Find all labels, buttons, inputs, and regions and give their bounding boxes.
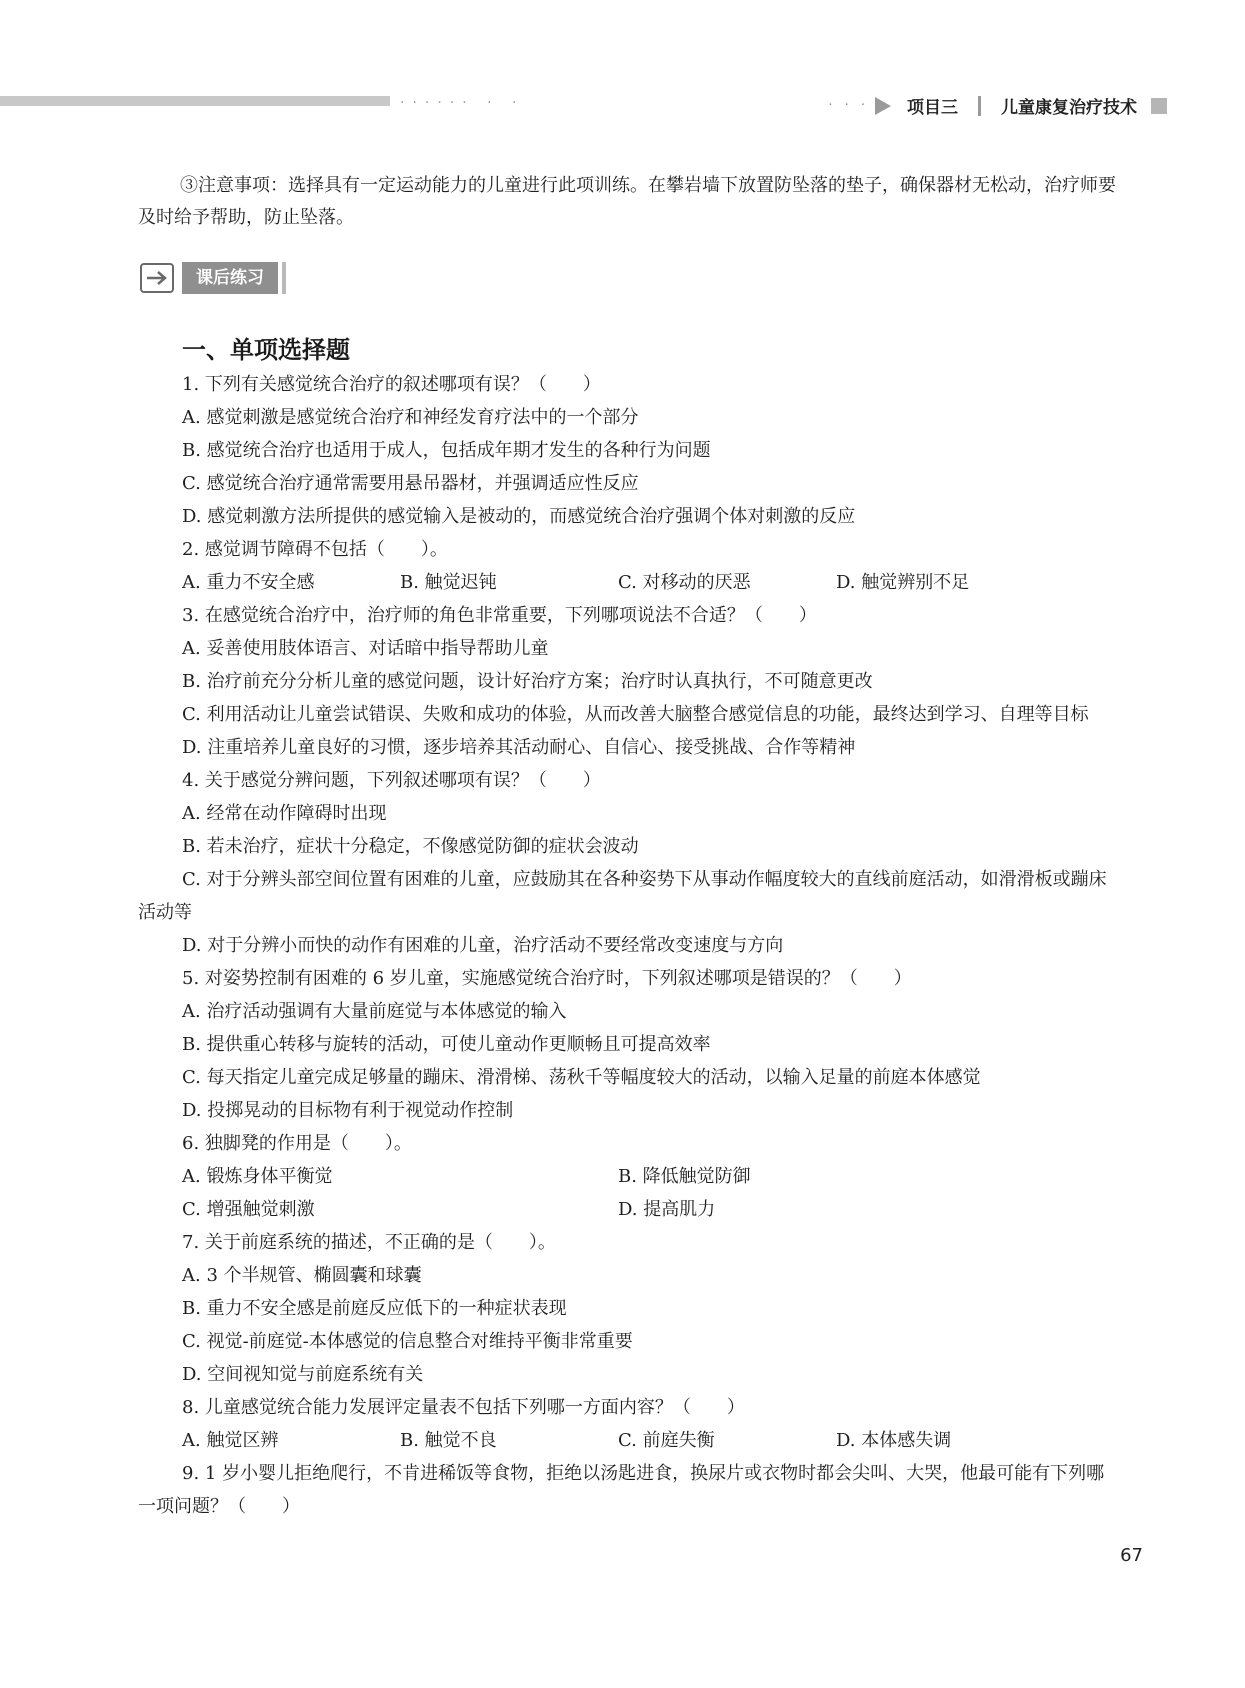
question-1-option-c: C. 感觉统合治疗通常需要用悬吊器材，并强调适应性反应 — [182, 473, 639, 494]
question-6-options-row-1 — [138, 1160, 1118, 1193]
question-7-option-a: A. 3 个半规管、椭圆囊和球囊 — [182, 1265, 422, 1286]
question-3-stem: 3. 在感觉统合治疗中，治疗师的角色非常重要，下列哪项说法不合适？（ ） — [182, 605, 817, 626]
question-7-stem: 7. 关于前庭系统的描述，不正确的是（ ）。 — [182, 1232, 556, 1253]
question-8-option-d: D. 本体感失调 — [836, 1430, 952, 1451]
header-decor-bar — [0, 96, 390, 106]
question-6-option-d: D. 提高肌力 — [618, 1199, 716, 1220]
question-7-option-c: C. 视觉-前庭觉-本体感觉的信息整合对维持平衡非常重要 — [182, 1331, 633, 1352]
question-8-option-a: A. 触觉区辨 — [182, 1430, 279, 1451]
question-6-option-c: C. 增强触觉刺激 — [182, 1199, 315, 1220]
question-8-option-b: B. 触觉不良 — [400, 1430, 497, 1451]
page-number: 67 — [1120, 1545, 1143, 1566]
question-1-option-b: B. 感觉统合治疗也适用于成人，包括成年期才发生的各种行为问题 — [182, 440, 711, 461]
question-7-option-b: B. 重力不安全感是前庭反应低下的一种症状表现 — [182, 1298, 567, 1319]
question-5-option-c: C. 每天指定儿童完成足够量的蹦床、滑滑梯、荡秋千等幅度较大的活动，以输入足量的前庭本体感觉 — [182, 1067, 981, 1088]
question-5-option-b: B. 提供重心转移与旋转的活动，可使儿童动作更顺畅且可提高效率 — [182, 1034, 711, 1055]
question-6-stem: 6. 独脚凳的作用是（ ）。 — [182, 1133, 412, 1154]
question-1-option-a: A. 感觉刺激是感觉统合治疗和神经发育疗法中的一个部分 — [182, 407, 639, 428]
header-arrow-icon — [875, 97, 891, 115]
question-2-option-b: B. 触觉迟钝 — [400, 572, 497, 593]
header-separator — [978, 96, 981, 116]
question-5-stem: 5. 对姿势控制有困难的 6 岁儿童，实施感觉统合治疗时，下列叙述哪项是错误的？（ ） — [182, 968, 912, 989]
question-1-stem: 1. 下列有关感觉统合治疗的叙述哪项有误？（ ） — [182, 374, 601, 395]
running-header — [828, 93, 1167, 118]
exercise-badge — [140, 262, 278, 294]
header-dots: · · · — [828, 98, 869, 113]
question-2-option-c: C. 对移动的厌恶 — [618, 572, 751, 593]
question-3-option-b: B. 治疗前充分分析儿童的感觉问题，设计好治疗方案；治疗时认真执行，不可随意更改 — [182, 671, 873, 692]
header-chapter: 儿童康复治疗技术 — [1001, 98, 1137, 118]
question-2-option-a: A. 重力不安全感 — [182, 572, 315, 593]
section-title: 一、单项选择题 — [182, 336, 350, 364]
question-5-option-a: A. 治疗活动强调有大量前庭觉与本体感觉的输入 — [182, 1001, 567, 1022]
question-4-option-d: D. 对于分辨小而快的动作有困难的儿童，治疗活动不要经常改变速度与方向 — [182, 935, 784, 956]
question-5-option-d: D. 投掷晃动的目标物有利于视觉动作控制 — [182, 1100, 514, 1121]
question-4-option-a: A. 经常在动作障碍时出现 — [182, 803, 387, 824]
question-7-option-d: D. 空间视知觉与前庭系统有关 — [182, 1364, 424, 1385]
question-6-option-a: A. 锻炼身体平衡觉 — [182, 1166, 333, 1187]
question-8-stem: 8. 儿童感觉统合能力发展评定量表不包括下列哪一方面内容？（ ） — [182, 1397, 745, 1418]
question-3-option-a: A. 妥善使用肢体语言、对话暗中指导帮助儿童 — [182, 638, 549, 659]
question-2-option-d: D. 触觉辨别不足 — [836, 572, 970, 593]
note-paragraph: ③注意事项：选择具有一定运动能力的儿童进行此项训练。在攀岩墙下放置防坠落的垫子，确保器材无松动，治疗师要及时给予帮助，防止坠落。 — [138, 175, 1116, 228]
question-4-option-b: B. 若未治疗，症状十分稳定，不像感觉防御的症状会波动 — [182, 836, 639, 857]
question-3-option-d: D. 注重培养儿童良好的习惯，逐步培养其活动耐心、自信心、接受挑战、合作等精神 — [182, 737, 856, 758]
question-1-option-d: D. 感觉刺激方法所提供的感觉输入是被动的，而感觉统合治疗强调个体对刺激的反应 — [182, 506, 856, 527]
arrow-right-icon — [140, 263, 174, 293]
header-square-icon — [1151, 98, 1167, 114]
question-4-stem: 4. 关于感觉分辨问题，下列叙述哪项有误？（ ） — [182, 770, 601, 791]
question-2-stem: 2. 感觉调节障碍不包括（ ）。 — [182, 539, 448, 560]
header-decor-dots: ······ · · — [400, 95, 525, 111]
question-6-options-row-2 — [138, 1193, 1118, 1226]
question-4-option-c: C. 对于分辨头部空间位置有困难的儿童，应鼓励其在各种姿势下从事动作幅度较大的直线前庭活动，如滑滑板或蹦床活动等 — [138, 869, 1107, 923]
question-3-option-c: C. 利用活动让儿童尝试错误、失败和成功的体验，从而改善大脑整合感觉信息的功能，最终达到学习、自理等目标 — [182, 704, 1089, 725]
exercise-badge-label: 课后练习 — [182, 262, 278, 294]
question-2-options — [138, 566, 1118, 599]
question-8-options — [138, 1424, 1118, 1457]
question-6-option-b: B. 降低触觉防御 — [618, 1166, 751, 1187]
header-project: 项目三 — [907, 98, 958, 118]
question-list — [138, 368, 1118, 1523]
question-8-option-c: C. 前庭失衡 — [618, 1430, 715, 1451]
question-9-stem: 9. 1 岁小婴儿拒绝爬行，不肯进稀饭等食物，拒绝以汤匙进食，换尿片或衣物时都会尖叫、大哭，他最可能有下列哪一项问题？（ ） — [138, 1463, 1105, 1517]
